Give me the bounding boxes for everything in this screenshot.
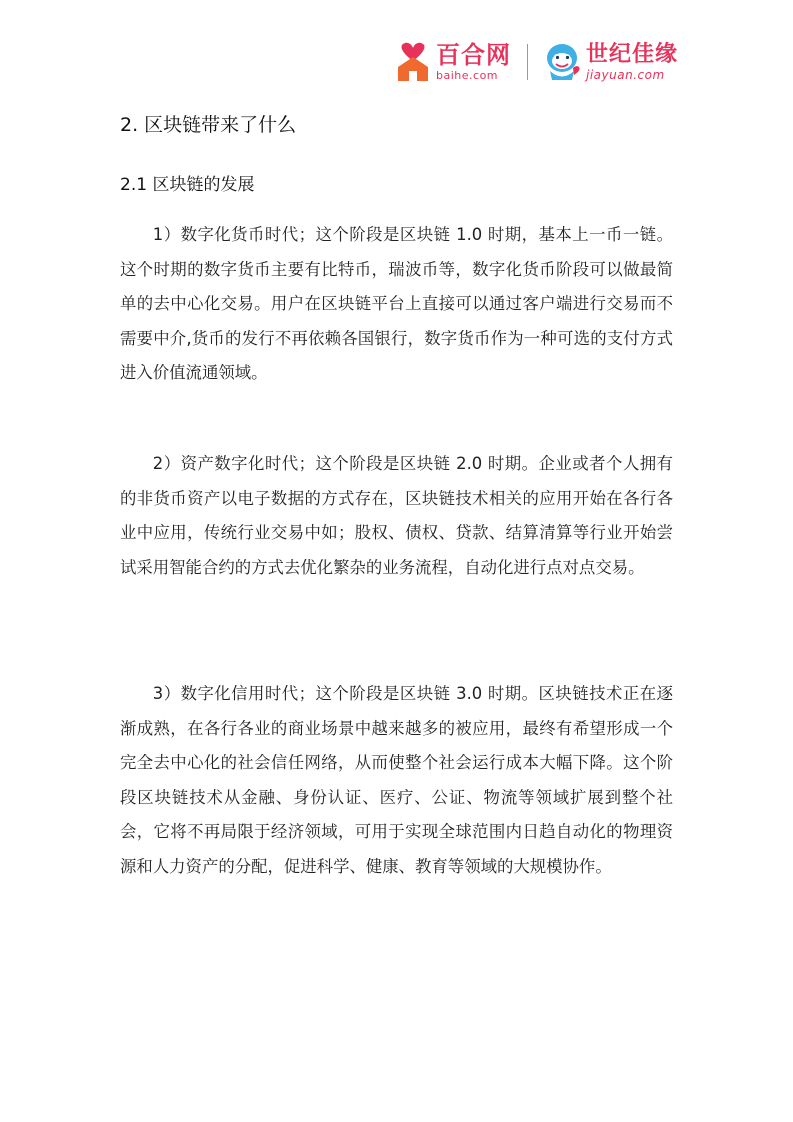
subsection-title: 2.1 区块链的发展: [120, 175, 255, 195]
header-logos: [394, 38, 684, 86]
jiayuan-domain: jiayuan.com: [586, 67, 665, 82]
paragraph-digital-credit-era: 3）数字化信用时代；这个阶段是区块链 3.0 时期。区块链技术正在逐渐成熟，在各行各业的商业场景中越来越多的被应用，最终有希望形成一个完全去中心化的社会信任网络，从而使整个社会运行成本大幅下降。这个阶段区块链技术从金融、身份认证、医疗、公证、物流等领域扩展到整个社会，它将不再局限于经济领域，可用于实现全球范围内日趋自动化的物理资源和人力资产的分配，促进科学、健康、教育等领域的大规模协作。: [120, 684, 673, 876]
jiayuan-mascot-icon: [542, 40, 584, 84]
paragraph-digital-currency-era: 1）数字化货币时代；这个阶段是区块链 1.0 时期，基本上一币一链。这个时期的数字货币主要有比特币，瑞波币等，数字化货币阶段可以做最简单的去中心化交易。用户在区块链平台上直接可以通过客户端进行交易而不需要中介,货币的发行不再依赖各国银行，数字货币作为一种可选的支付方式进入价值流通领域。: [120, 225, 673, 383]
logo-divider: [527, 44, 528, 80]
baihe-logo[interactable]: [394, 41, 511, 83]
jiayuan-brand-name: 世纪佳缘: [586, 41, 679, 67]
paragraph-asset-digitization-era: 2）资产数字化时代；这个阶段是区块链 2.0 时期。企业或者个人拥有的非货币资产以电子数据的方式存在，区块链技术相关的应用开始在各行各业中应用，传统行业交易中如；股权、债权、贷款、结算清算等行业开始尝试采用智能合约的方式去优化繁杂的业务流程，自动化进行点对点交易。: [120, 454, 673, 577]
jiayuan-logo[interactable]: [542, 40, 678, 84]
baihe-domain: baihe.com: [436, 69, 499, 82]
section-title: 2. 区块链带来了什么: [120, 114, 297, 136]
baihe-heart-icon: [394, 41, 432, 83]
baihe-brand-name: 百合网: [436, 41, 511, 69]
